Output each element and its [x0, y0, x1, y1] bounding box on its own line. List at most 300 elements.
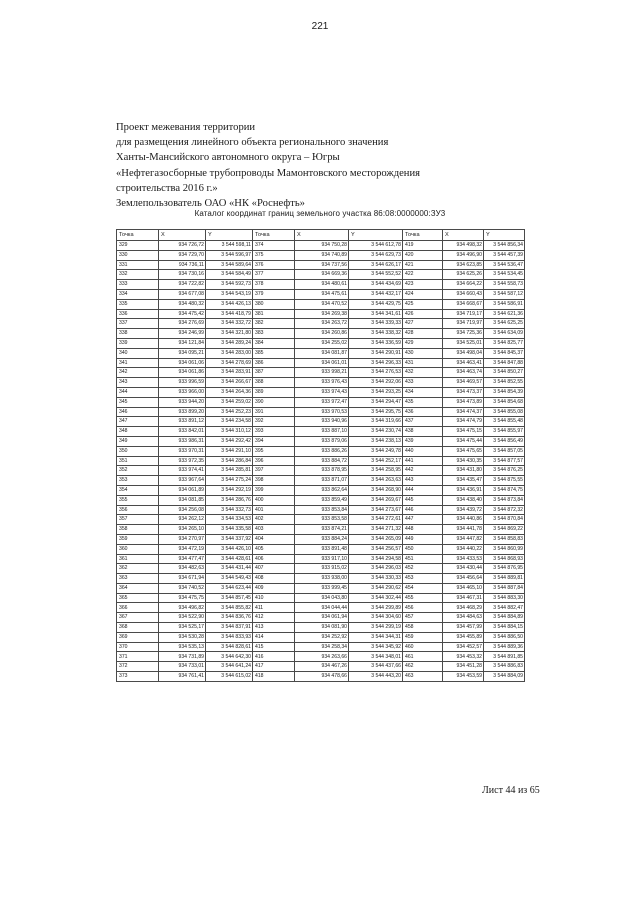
point-cell: 348: [117, 427, 159, 437]
coordinate-cell: 933 996,59: [159, 378, 206, 388]
point-cell: 385: [253, 348, 295, 358]
coordinate-cell: 934 440,22: [443, 544, 484, 554]
coordinate-cell: 934 121,84: [159, 338, 206, 348]
point-cell: 412: [253, 613, 295, 623]
coordinate-cell: 934 472,19: [159, 544, 206, 554]
point-cell: 335: [117, 299, 159, 309]
coordinate-cell: 934 625,26: [443, 270, 484, 280]
coordinate-cell: 3 544 332,72: [206, 319, 253, 329]
coordinate-cell: 3 544 289,24: [206, 338, 253, 348]
coordinate-cell: 934 482,63: [159, 564, 206, 574]
coordinate-cell: 934 453,32: [443, 652, 484, 662]
coordinate-cell: 934 440,86: [443, 515, 484, 525]
table-row: [117, 280, 525, 290]
table-row: [117, 358, 525, 368]
table-row: [117, 515, 525, 525]
coordinate-cell: 3 544 882,47: [484, 603, 525, 613]
point-cell: 403: [253, 525, 295, 535]
coordinate-cell: 934 498,32: [443, 241, 484, 251]
point-cell: 458: [403, 623, 443, 633]
column-header: X: [159, 230, 206, 241]
point-cell: 421: [403, 260, 443, 270]
point-cell: 406: [253, 554, 295, 564]
point-cell: 386: [253, 358, 295, 368]
table-row: [117, 329, 525, 339]
point-cell: 411: [253, 603, 295, 613]
coordinate-cell: 3 544 875,55: [484, 476, 525, 486]
point-cell: 429: [403, 338, 443, 348]
coordinate-cell: 933 976,43: [295, 378, 349, 388]
coordinate-cell: 3 544 828,61: [206, 642, 253, 652]
coordinate-cell: 3 544 230,74: [349, 427, 403, 437]
point-cell: 417: [253, 662, 295, 672]
coordinate-cell: 933 879,06: [295, 436, 349, 446]
document-header: [116, 120, 536, 211]
coordinate-cell: 933 853,58: [295, 515, 349, 525]
coordinate-cell: 3 544 429,75: [349, 299, 403, 309]
coordinate-cell: 934 262,12: [159, 515, 206, 525]
coordinate-cell: 934 269,38: [295, 309, 349, 319]
table-row: [117, 309, 525, 319]
table-body: [117, 241, 525, 682]
coordinate-cell: 934 469,57: [443, 378, 484, 388]
coordinate-cell: 3 544 258,95: [349, 466, 403, 476]
point-cell: 426: [403, 309, 443, 319]
coordinate-cell: 934 465,10: [443, 583, 484, 593]
coordinate-cell: 3 544 592,73: [206, 280, 253, 290]
coordinate-cell: 934 258,34: [295, 642, 349, 652]
coordinate-cell: 934 246,99: [159, 329, 206, 339]
coordinate-cell: 933 884,24: [295, 534, 349, 544]
coordinate-cell: 3 544 259,02: [206, 397, 253, 407]
coordinate-cell: 3 544 295,75: [349, 407, 403, 417]
coordinate-cell: 3 544 615,02: [206, 672, 253, 682]
coordinate-cell: 3 544 872,32: [484, 505, 525, 515]
coordinate-cell: 934 430,35: [443, 456, 484, 466]
coordinate-cell: 3 544 836,76: [206, 613, 253, 623]
coordinate-cell: 3 544 873,84: [484, 495, 525, 505]
coordinate-cell: 3 544 271,32: [349, 525, 403, 535]
sheet-counter: Лист 44 из 65: [482, 785, 540, 796]
point-cell: 451: [403, 554, 443, 564]
coordinate-cell: 3 544 431,44: [206, 564, 253, 574]
table-row: [117, 583, 525, 593]
point-cell: 391: [253, 407, 295, 417]
coordinate-cell: 3 544 339,33: [349, 319, 403, 329]
coordinate-cell: 933 972,47: [295, 397, 349, 407]
coordinate-cell: 934 433,53: [443, 554, 484, 564]
coordinate-cell: 3 544 855,08: [484, 407, 525, 417]
point-cell: 425: [403, 299, 443, 309]
coordinate-cell: 3 544 884,15: [484, 623, 525, 633]
coordinate-cell: 3 544 302,44: [349, 593, 403, 603]
point-cell: 404: [253, 534, 295, 544]
coordinate-cell: 3 544 891,85: [484, 652, 525, 662]
table-header-row: [117, 230, 525, 241]
coordinate-cell: 933 967,64: [159, 476, 206, 486]
coordinate-cell: 934 457,99: [443, 623, 484, 633]
coordinate-cell: 933 940,96: [295, 417, 349, 427]
point-cell: 337: [117, 319, 159, 329]
coordinate-cell: 3 544 276,53: [349, 368, 403, 378]
coordinate-cell: 934 530,28: [159, 632, 206, 642]
point-cell: 379: [253, 289, 295, 299]
point-cell: 388: [253, 378, 295, 388]
coordinate-cell: 3 544 285,81: [206, 466, 253, 476]
point-cell: 435: [403, 397, 443, 407]
point-cell: 442: [403, 466, 443, 476]
point-cell: 428: [403, 329, 443, 339]
coordinate-cell: 934 477,47: [159, 554, 206, 564]
point-cell: 427: [403, 319, 443, 329]
table-row: [117, 338, 525, 348]
point-cell: 408: [253, 574, 295, 584]
coordinate-cell: 934 740,89: [295, 250, 349, 260]
point-cell: 357: [117, 515, 159, 525]
coordinate-cell: 3 544 294,47: [349, 397, 403, 407]
coordinate-cell: 3 544 886,50: [484, 632, 525, 642]
coordinate-cell: 3 544 256,57: [349, 544, 403, 554]
coordinate-cell: 3 544 586,91: [484, 299, 525, 309]
point-cell: 389: [253, 387, 295, 397]
coordinate-cell: 3 544 876,25: [484, 466, 525, 476]
coordinate-cell: 3 544 584,49: [206, 270, 253, 280]
coordinate-cell: 3 544 855,97: [484, 427, 525, 437]
coordinate-cell: 934 722,82: [159, 280, 206, 290]
table-row: [117, 368, 525, 378]
coordinate-cell: 933 972,35: [159, 456, 206, 466]
coordinate-cell: 3 544 286,76: [206, 495, 253, 505]
coordinate-cell: 3 544 238,13: [349, 436, 403, 446]
coordinate-cell: 934 725,36: [443, 329, 484, 339]
coordinate-cell: 934 522,90: [159, 613, 206, 623]
header-line: Землепользователь ОАО «НК «Роснефть»: [116, 198, 305, 210]
coordinate-cell: 3 544 856,49: [484, 436, 525, 446]
point-cell: 368: [117, 623, 159, 633]
table-row: [117, 564, 525, 574]
coordinate-cell: 3 544 275,24: [206, 476, 253, 486]
point-cell: 432: [403, 368, 443, 378]
point-cell: 422: [403, 270, 443, 280]
coordinate-cell: 3 544 847,88: [484, 358, 525, 368]
coordinate-cell: 934 463,41: [443, 358, 484, 368]
coordinate-cell: 3 544 348,01: [349, 652, 403, 662]
point-cell: 393: [253, 427, 295, 437]
coordinate-cell: 3 544 854,68: [484, 397, 525, 407]
coordinate-cell: 3 544 596,97: [206, 250, 253, 260]
point-cell: 366: [117, 603, 159, 613]
coordinate-cell: 934 660,43: [443, 289, 484, 299]
coordinate-cell: 3 544 336,59: [349, 338, 403, 348]
point-cell: 413: [253, 623, 295, 633]
coordinate-cell: 934 439,72: [443, 505, 484, 515]
coordinate-cell: 3 544 876,95: [484, 564, 525, 574]
coordinate-cell: 3 544 283,91: [206, 368, 253, 378]
table-row: [117, 270, 525, 280]
table-row: [117, 348, 525, 358]
coordinate-cell: 3 544 290,62: [349, 583, 403, 593]
point-cell: 382: [253, 319, 295, 329]
coordinate-cell: 3 544 536,47: [484, 260, 525, 270]
coordinate-cell: 3 544 319,66: [349, 417, 403, 427]
point-cell: 334: [117, 289, 159, 299]
table-row: [117, 662, 525, 672]
point-cell: 419: [403, 241, 443, 251]
coordinate-cell: 3 544 874,75: [484, 485, 525, 495]
coordinate-cell: 934 431,80: [443, 466, 484, 476]
point-cell: 387: [253, 368, 295, 378]
table-row: [117, 495, 525, 505]
coordinate-cell: 933 859,49: [295, 495, 349, 505]
point-cell: 353: [117, 476, 159, 486]
coordinate-cell: 3 544 272,61: [349, 515, 403, 525]
point-cell: 424: [403, 289, 443, 299]
coordinate-cell: 3 544 296,33: [349, 358, 403, 368]
table-row: [117, 250, 525, 260]
point-cell: 461: [403, 652, 443, 662]
coordinate-cell: 933 871,07: [295, 476, 349, 486]
header-line: Ханты-Мансийского автономного округа – Югры: [116, 152, 340, 164]
point-cell: 354: [117, 485, 159, 495]
coordinate-cell: 934 726,72: [159, 241, 206, 251]
coordinate-cell: 3 544 552,52: [349, 270, 403, 280]
coordinate-cell: 934 733,01: [159, 662, 206, 672]
coordinate-cell: 3 544 860,99: [484, 544, 525, 554]
coordinate-cell: 3 544 855,48: [484, 417, 525, 427]
coordinate-cell: 3 544 249,78: [349, 446, 403, 456]
coordinate-cell: 933 891,48: [295, 544, 349, 554]
coordinate-cell: 3 544 426,10: [206, 544, 253, 554]
point-cell: 344: [117, 387, 159, 397]
coordinate-cell: 3 544 845,37: [484, 348, 525, 358]
point-cell: 449: [403, 534, 443, 544]
point-cell: 355: [117, 495, 159, 505]
coordinate-cell: 934 061,06: [159, 358, 206, 368]
coordinate-cell: 3 544 870,84: [484, 515, 525, 525]
coordinate-cell: 934 750,28: [295, 241, 349, 251]
coordinate-cell: 934 463,74: [443, 368, 484, 378]
coordinate-cell: 3 544 889,36: [484, 642, 525, 652]
point-cell: 341: [117, 358, 159, 368]
coordinate-cell: 3 544 869,22: [484, 525, 525, 535]
point-cell: 396: [253, 456, 295, 466]
coordinate-cell: 934 061,01: [295, 358, 349, 368]
coordinate-cell: 934 081,87: [295, 348, 349, 358]
point-cell: 380: [253, 299, 295, 309]
coordinate-cell: 3 544 296,03: [349, 564, 403, 574]
point-cell: 356: [117, 505, 159, 515]
point-cell: 437: [403, 417, 443, 427]
table-row: [117, 299, 525, 309]
point-cell: 414: [253, 632, 295, 642]
coordinate-cell: 934 475,65: [443, 446, 484, 456]
table-row: [117, 466, 525, 476]
point-cell: 415: [253, 642, 295, 652]
header-line: «Нефтегазосборные трубопроводы Мамонтовского месторождения: [116, 167, 421, 179]
table-row: [117, 397, 525, 407]
coordinate-cell: 3 544 437,66: [349, 662, 403, 672]
coordinate-cell: 934 525,17: [159, 623, 206, 633]
point-cell: 371: [117, 652, 159, 662]
coordinate-cell: 3 544 642,30: [206, 652, 253, 662]
coordinate-cell: 3 544 330,33: [349, 574, 403, 584]
coordinate-cell: 933 986,31: [159, 436, 206, 446]
coordinate-cell: 934 623,85: [443, 260, 484, 270]
coordinate-cell: 3 544 292,06: [349, 378, 403, 388]
coordinate-cell: 3 544 850,27: [484, 368, 525, 378]
coordinate-cell: 3 544 291,10: [206, 446, 253, 456]
coordinate-cell: 934 669,36: [295, 270, 349, 280]
point-cell: 381: [253, 309, 295, 319]
coordinate-cell: 3 544 549,43: [206, 574, 253, 584]
coordinate-cell: 3 544 310,12: [206, 427, 253, 437]
coordinate-cell: 3 544 856,34: [484, 241, 525, 251]
coordinate-cell: 934 470,52: [295, 299, 349, 309]
point-cell: 402: [253, 515, 295, 525]
coordinate-cell: 934 436,91: [443, 485, 484, 495]
coordinate-cell: 3 544 857,45: [206, 593, 253, 603]
coordinate-cell: 3 544 884,89: [484, 613, 525, 623]
coordinate-cell: 3 544 264,36: [206, 387, 253, 397]
point-cell: 448: [403, 525, 443, 535]
coordinate-cell: 933 938,00: [295, 574, 349, 584]
coordinate-cell: 934 473,89: [443, 397, 484, 407]
coordinate-cell: 934 664,22: [443, 280, 484, 290]
point-cell: 384: [253, 338, 295, 348]
point-cell: 395: [253, 446, 295, 456]
coordinate-cell: 934 478,66: [295, 672, 349, 682]
coordinate-cell: 3 544 854,39: [484, 387, 525, 397]
coordinate-cell: 3 544 263,63: [349, 476, 403, 486]
point-cell: 329: [117, 241, 159, 251]
coordinate-cell: 933 970,31: [159, 446, 206, 456]
coordinate-cell: 3 544 852,55: [484, 378, 525, 388]
coordinate-cell: 3 544 299,19: [349, 623, 403, 633]
point-cell: 339: [117, 338, 159, 348]
coordinate-cell: 3 544 234,58: [206, 417, 253, 427]
table-row: [117, 446, 525, 456]
point-cell: 375: [253, 250, 295, 260]
point-cell: 452: [403, 564, 443, 574]
point-cell: 420: [403, 250, 443, 260]
point-cell: 450: [403, 544, 443, 554]
coordinate-cell: 934 484,63: [443, 613, 484, 623]
table-row: [117, 485, 525, 495]
coordinate-cell: 934 729,70: [159, 250, 206, 260]
coordinate-cell: 934 535,13: [159, 642, 206, 652]
coordinate-cell: 933 974,43: [295, 387, 349, 397]
table-row: [117, 642, 525, 652]
page-number: 221: [311, 21, 329, 32]
table-row: [117, 456, 525, 466]
coordinate-cell: 3 544 626,17: [349, 260, 403, 270]
coordinate-cell: 934 263,66: [295, 652, 349, 662]
coordinate-cell: 934 480,32: [159, 299, 206, 309]
coordinate-cell: 934 475,61: [295, 289, 349, 299]
point-cell: 433: [403, 378, 443, 388]
coordinate-cell: 934 475,42: [159, 309, 206, 319]
header-line: для размещения линейного объекта регионального значения: [116, 137, 389, 149]
column-header: Y: [484, 230, 525, 241]
point-cell: 365: [117, 593, 159, 603]
coordinate-cell: 3 544 265,09: [349, 534, 403, 544]
coordinate-cell: 3 544 345,92: [349, 642, 403, 652]
coordinate-cell: 3 544 278,69: [206, 358, 253, 368]
point-cell: 430: [403, 348, 443, 358]
coordinate-cell: 3 544 344,31: [349, 632, 403, 642]
coordinate-cell: 934 525,01: [443, 338, 484, 348]
coordinate-cell: 934 452,57: [443, 642, 484, 652]
coordinate-cell: 3 544 428,61: [206, 554, 253, 564]
coordinate-cell: 3 544 273,67: [349, 505, 403, 515]
coordinate-cell: 933 886,26: [295, 446, 349, 456]
coordinate-cell: 3 544 337,92: [206, 534, 253, 544]
table-row: [117, 613, 525, 623]
header-line: строительства 2016 г.»: [116, 182, 218, 194]
point-cell: 352: [117, 466, 159, 476]
point-cell: 405: [253, 544, 295, 554]
coordinate-cell: 3 544 321,80: [206, 329, 253, 339]
point-cell: 459: [403, 632, 443, 642]
point-cell: 416: [253, 652, 295, 662]
coordinate-cell: 3 544 625,25: [484, 319, 525, 329]
coordinate-cell: 3 544 304,60: [349, 613, 403, 623]
point-cell: 332: [117, 270, 159, 280]
coordinate-cell: 3 544 341,61: [349, 309, 403, 319]
table-row: [117, 476, 525, 486]
coordinate-cell: 934 467,26: [295, 662, 349, 672]
point-cell: 462: [403, 662, 443, 672]
coordinate-cell: 933 944,20: [159, 397, 206, 407]
coordinate-cell: 3 544 612,78: [349, 241, 403, 251]
point-cell: 374: [253, 241, 295, 251]
coordinates-table: [116, 229, 525, 682]
coordinate-cell: 934 270,97: [159, 534, 206, 544]
coordinate-cell: 934 731,89: [159, 652, 206, 662]
coordinate-cell: 3 544 889,81: [484, 574, 525, 584]
coordinate-cell: 934 260,86: [295, 329, 349, 339]
point-cell: 445: [403, 495, 443, 505]
coordinate-cell: 3 544 887,84: [484, 583, 525, 593]
coordinate-cell: 933 899,20: [159, 407, 206, 417]
column-header: X: [443, 230, 484, 241]
coordinate-cell: 3 544 418,79: [206, 309, 253, 319]
table-row: [117, 574, 525, 584]
point-cell: 350: [117, 446, 159, 456]
point-cell: 456: [403, 603, 443, 613]
coordinate-cell: 3 544 886,83: [484, 662, 525, 672]
coordinate-cell: 934 263,72: [295, 319, 349, 329]
coordinate-cell: 934 475,75: [159, 593, 206, 603]
point-cell: 455: [403, 593, 443, 603]
coordinate-cell: 3 544 334,53: [206, 515, 253, 525]
coordinate-cell: 934 453,59: [443, 672, 484, 682]
coordinate-cell: 3 544 293,25: [349, 387, 403, 397]
point-cell: 447: [403, 515, 443, 525]
coordinate-cell: 933 917,10: [295, 554, 349, 564]
coordinate-cell: 933 915,02: [295, 564, 349, 574]
coordinate-cell: 934 467,31: [443, 593, 484, 603]
coordinate-cell: 934 719,97: [443, 319, 484, 329]
table-row: [117, 623, 525, 633]
point-cell: 336: [117, 309, 159, 319]
coordinate-cell: 3 544 290,91: [349, 348, 403, 358]
point-cell: 372: [117, 662, 159, 672]
coordinate-cell: 934 265,10: [159, 525, 206, 535]
coordinate-cell: 933 999,45: [295, 583, 349, 593]
coordinate-cell: 3 544 629,73: [349, 250, 403, 260]
point-cell: 453: [403, 574, 443, 584]
